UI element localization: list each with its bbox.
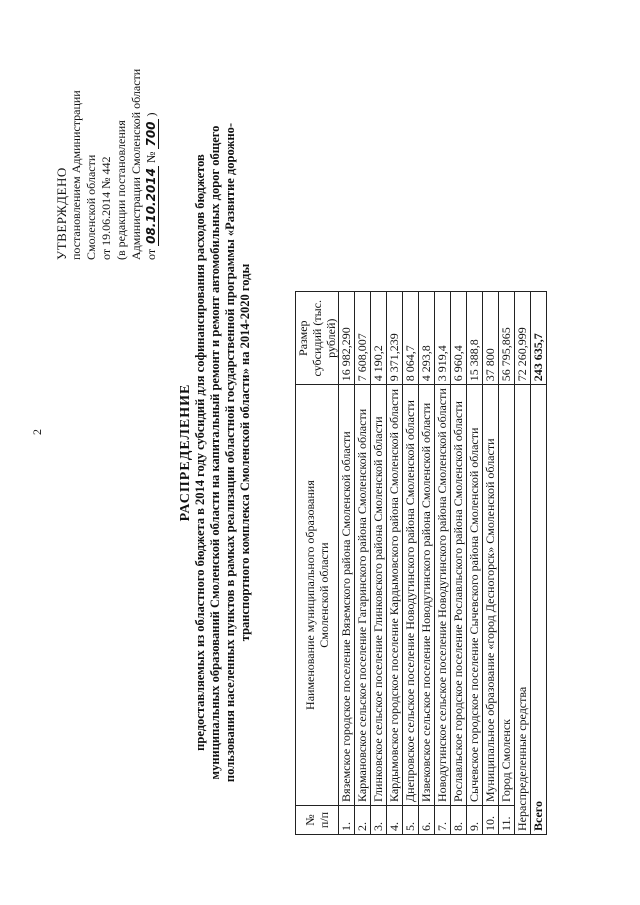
table-row: [355, 292, 371, 835]
row-name: Нераспределенные средства: [515, 385, 531, 835]
row-name: Глинковское сельское поселение Глинковского района Смоленской области: [371, 385, 387, 806]
row-number: 6.: [419, 806, 435, 835]
row-number: 7.: [435, 806, 451, 835]
title-line: предоставляемых из областного бюджета в 2014 году субсидий для софинансирования расходов бюджетов: [193, 154, 207, 751]
row-name: Новодугинское сельское поселение Новодугинского района Смоленской области: [435, 385, 451, 806]
row-name: Муниципальное образование «город Десногорск» Смоленской области: [483, 385, 499, 806]
row-number: 1.: [339, 806, 355, 835]
row-number: 4.: [387, 806, 403, 835]
approval-line: от 19.06.2014 № 442: [99, 156, 113, 260]
row-amount: 8 064,7: [403, 292, 419, 385]
row-amount: 4 190,2: [371, 292, 387, 385]
header-num: [296, 806, 339, 835]
approval-line: Смоленской области: [84, 154, 98, 260]
row-amount: 72 260,999: [515, 292, 531, 385]
row-amount: 243 635,7: [531, 292, 547, 385]
subsidy-table: [295, 291, 547, 835]
row-name: Рославльское городское поселение Рославльского района Смоленской области: [451, 385, 467, 806]
row-name: Кардымовское городское поселение Кардымовского района Смоленской области: [387, 385, 403, 806]
table-row: [339, 292, 355, 835]
approval-signature-line: [144, 10, 159, 260]
row-number: 5.: [403, 806, 419, 835]
approval-closing-paren: ): [144, 112, 158, 117]
row-amount: 15 388,8: [467, 292, 483, 385]
row-number: 8.: [451, 806, 467, 835]
title-line: муниципальных образований Смоленской области на капитальный ремонт и ремонт автомобильных дорог общего: [208, 125, 222, 780]
row-amount: 9 371,239: [387, 292, 403, 385]
row-number: 9.: [467, 806, 483, 835]
title-main: РАСПРЕДЕЛЕНИЕ: [178, 383, 193, 522]
row-name: Днепровское сельское поселение Новодугинского района Смоленской области: [403, 385, 419, 806]
approval-date-prefix: от: [144, 248, 158, 260]
header-num-text: № п/п: [303, 811, 331, 829]
table-row: [403, 292, 419, 835]
row-name: Всего: [531, 385, 547, 835]
row-amount: 37 800: [483, 292, 499, 385]
header-name-text: Наименование муниципального образования Смоленской области: [303, 480, 331, 710]
title-line: транспортного комплекса Смоленской области» на 2014-2020 годы: [238, 263, 252, 642]
table-row: [451, 292, 467, 835]
row-number: 11.: [499, 806, 515, 835]
approval-heading: УТВЕРЖДЕНО: [54, 167, 69, 260]
row-amount: 7 608,007: [355, 292, 371, 385]
total-row: [531, 292, 547, 835]
row-amount: 3 919,4: [435, 292, 451, 385]
row-number: 10.: [483, 806, 499, 835]
table-body: [339, 292, 547, 835]
table-row: [387, 292, 403, 835]
row-amount: 56 795,865: [499, 292, 515, 385]
approval-stamp: [54, 10, 159, 260]
row-name: Кармановское сельское поселение Гагаринского района Смоленской области: [355, 385, 371, 806]
table-row: [499, 292, 515, 835]
unallocated-row: [515, 292, 531, 835]
row-amount: 4 293,8: [419, 292, 435, 385]
row-name: Сычевское городское поселение Сычевского района Смоленской области: [467, 385, 483, 806]
approval-line: постановлением Администрации: [69, 90, 83, 260]
handwritten-number: 700: [144, 121, 158, 147]
approval-line: (в редакции постановления: [114, 120, 128, 260]
header-name: [296, 385, 339, 806]
page-number: 2: [30, 429, 44, 435]
table-row: [419, 292, 435, 835]
table-header-row: [296, 292, 339, 835]
row-name: Вяземское городское поселение Вяземского района Смоленской области: [339, 385, 355, 806]
approval-number-sign: №: [144, 151, 158, 163]
row-amount: 6 960,4: [451, 292, 467, 385]
row-name: Город Смоленск: [499, 385, 515, 806]
handwritten-date: 08.10.2014: [144, 167, 158, 244]
row-name: Извековское сельское поселение Новодугинского района Смоленской области: [419, 385, 435, 806]
header-amount-text: Размер субсидий (тыс. рублей): [296, 300, 338, 377]
row-amount: 16 982,290: [339, 292, 355, 385]
table-row: [483, 292, 499, 835]
document-title: [178, 0, 253, 905]
title-line: пользования населенных пунктов в рамках реализации областной государственной программы «Развитие дорожно-: [223, 122, 237, 783]
table-row: [467, 292, 483, 835]
header-amount: [296, 292, 339, 385]
table-row: [371, 292, 387, 835]
table-row: [435, 292, 451, 835]
approval-line: Администрации Смоленской области: [129, 68, 143, 260]
row-number: 2.: [355, 806, 371, 835]
row-number: 3.: [371, 806, 387, 835]
